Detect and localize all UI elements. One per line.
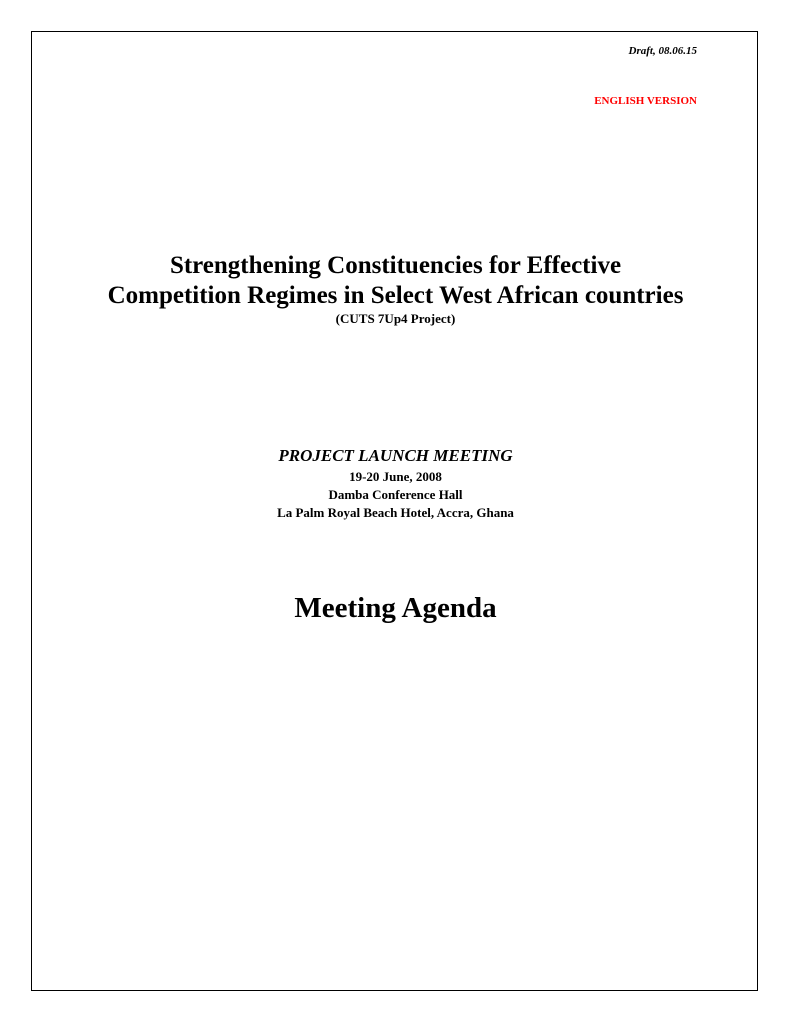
document-title-line-1: Strengthening Constituencies for Effective [169, 252, 622, 279]
meeting-date: 19-20 June, 2008 [349, 469, 442, 484]
document-title-line-2: Competition Regimes in Select West African countries [107, 282, 684, 309]
draft-label: Draft, 08.06.15 [628, 45, 697, 57]
meeting-title: PROJECT LAUNCH MEETING [278, 446, 513, 465]
meeting-venue: La Palm Royal Beach Hotel, Accra, Ghana [277, 505, 514, 520]
version-label: ENGLISH VERSION [594, 95, 697, 107]
project-subtitle: (CUTS 7Up4 Project) [335, 311, 456, 326]
meeting-hall: Damba Conference Hall [328, 487, 463, 502]
agenda-heading: Meeting Agenda [294, 592, 497, 624]
